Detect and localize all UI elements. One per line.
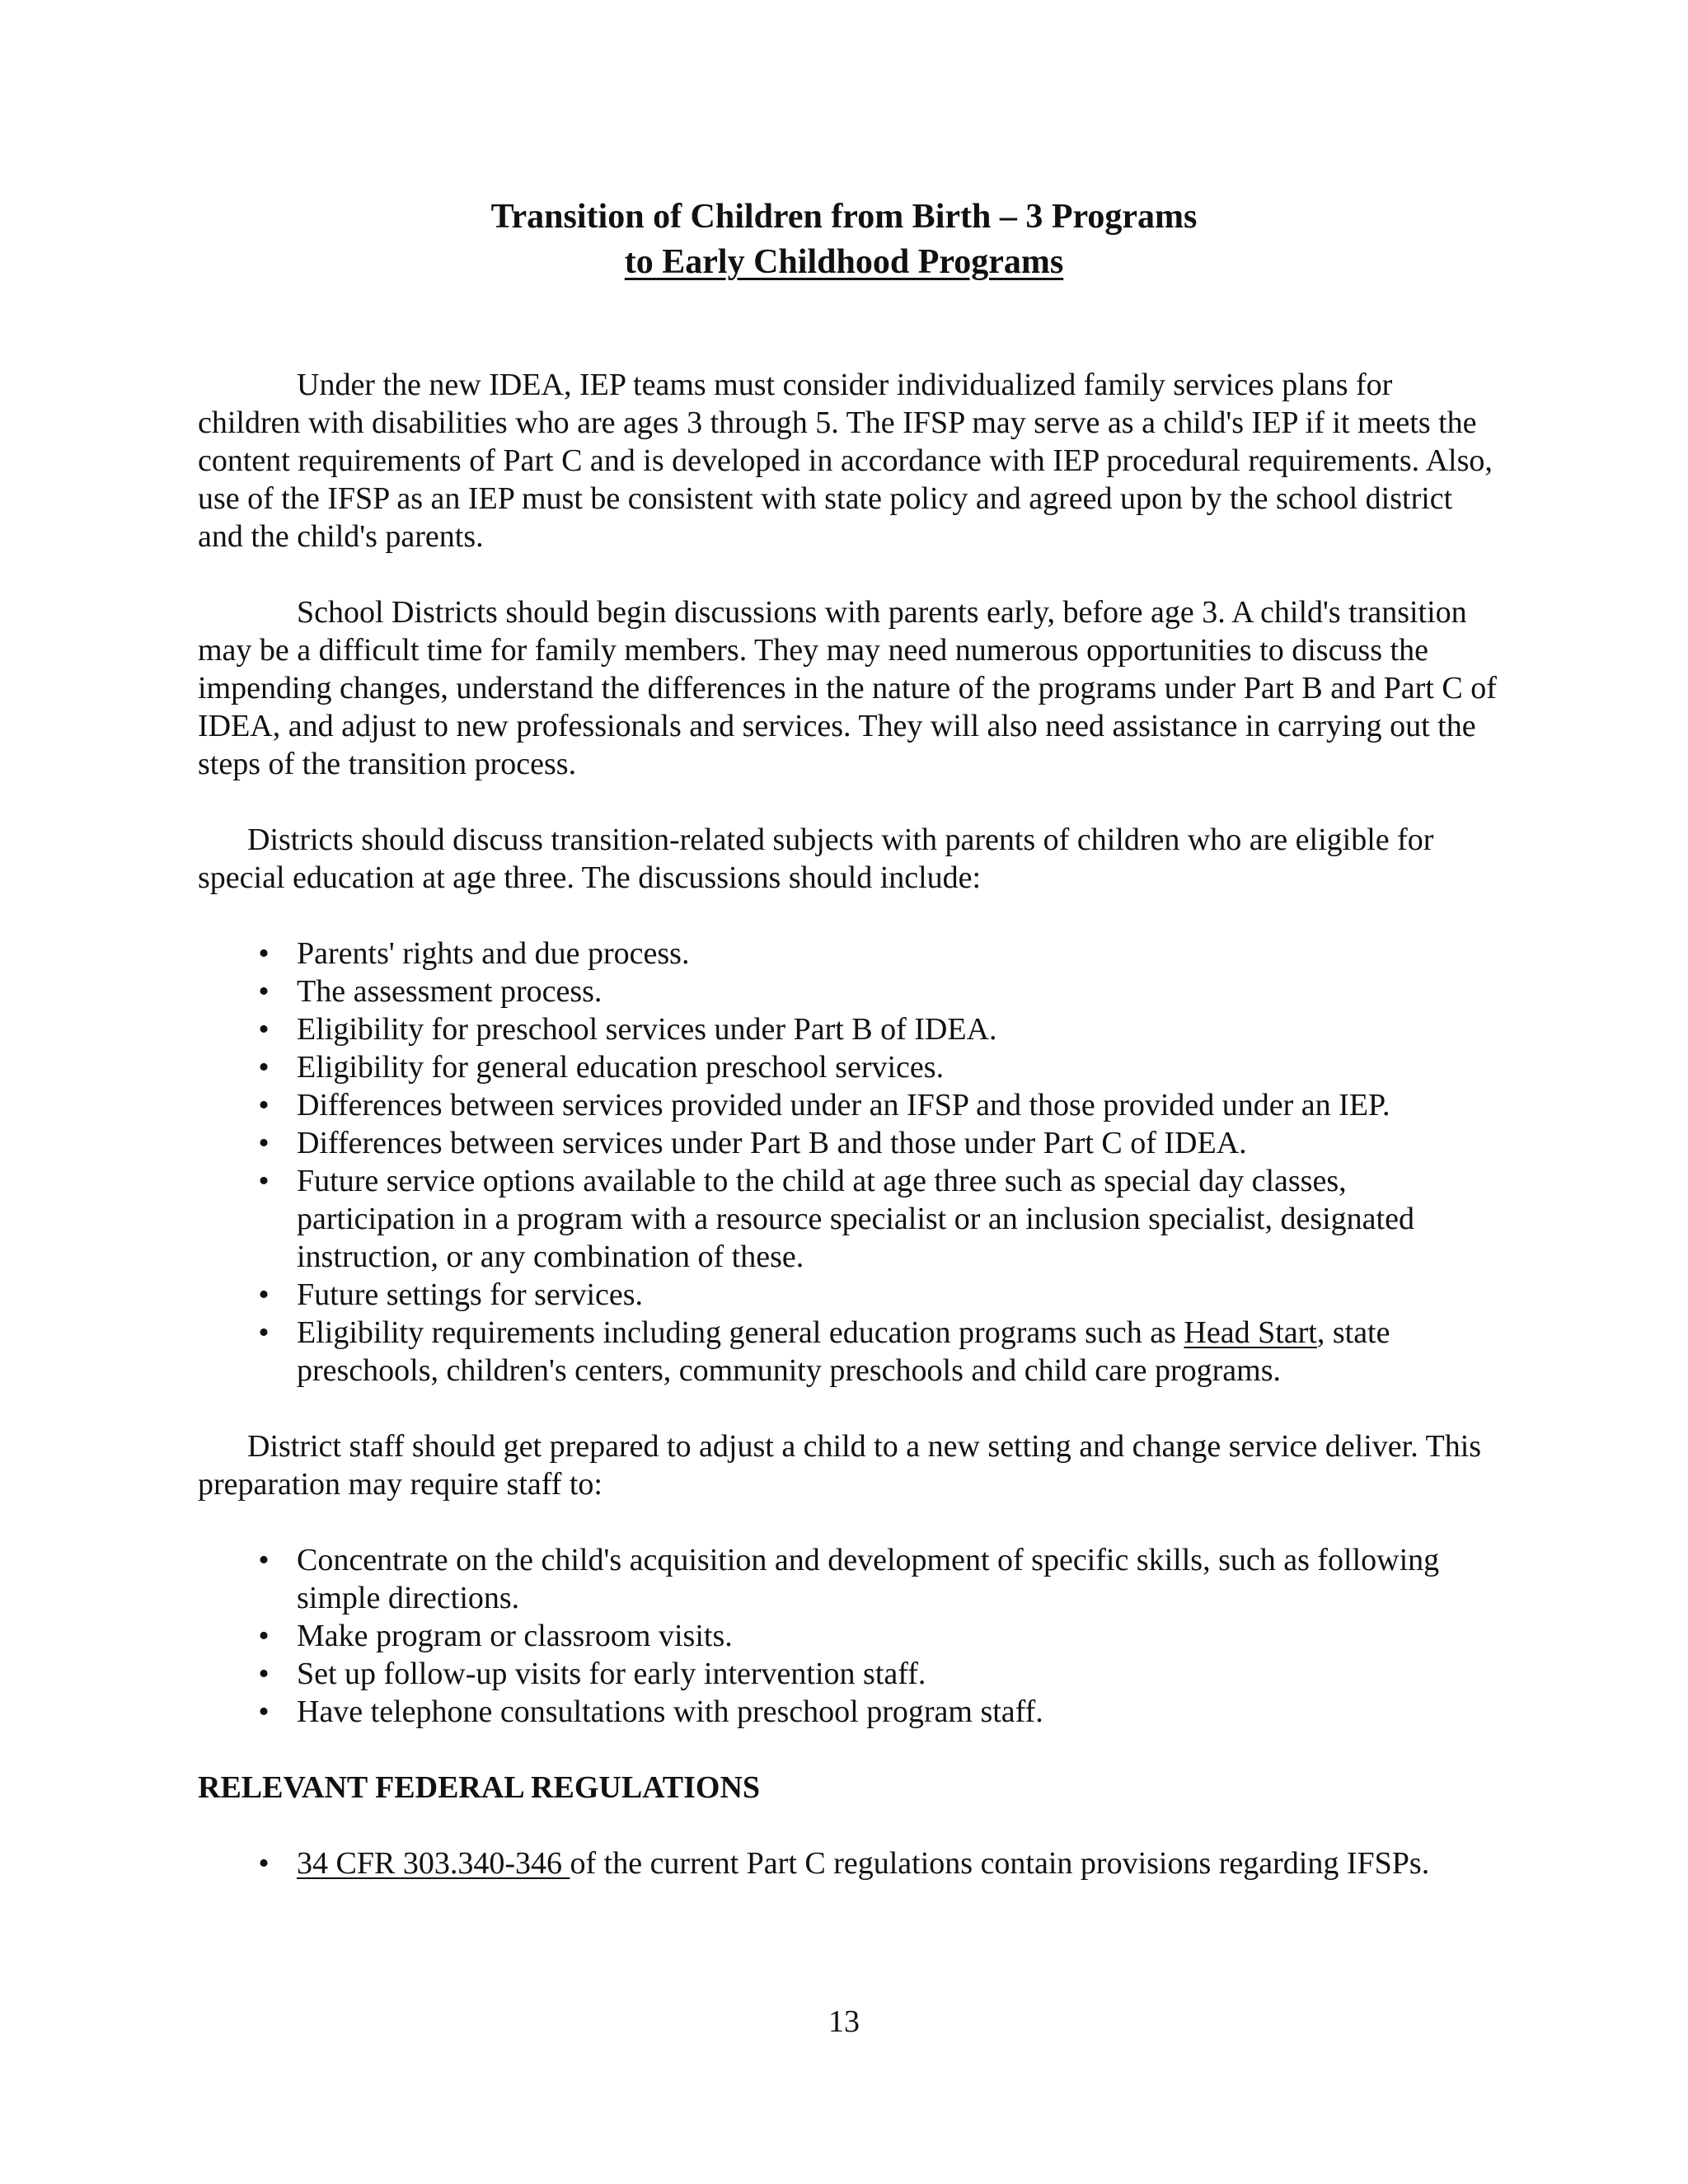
- bullet-icon: •: [258, 1050, 270, 1085]
- list-item: • Eligibility for general education preschool services.: [198, 1048, 1500, 1086]
- page-title: [0, 194, 1688, 285]
- regulations-list-block: [198, 1844, 1500, 1882]
- bullet-icon: •: [258, 1694, 270, 1729]
- body-text-2: [198, 593, 1500, 783]
- paragraph-idea-ifsp: Under the new IDEA, IEP teams must consider individualized family services plans for children with disabilities who are ages 3 through 5. The IFSP may serve as a child's IEP if it meets the content requirements of Part C and is developed in accordance with IEP procedural requirements. Also, use of the IFSP as an IEP must be consistent with state policy and agreed upon by the school district and the child's parents.: [198, 368, 1493, 554]
- list-item: • Have telephone consultations with preschool program staff.: [198, 1693, 1500, 1731]
- list-item: • Concentrate on the child's acquisition and development of specific skills, such as following simple directions.: [198, 1541, 1500, 1617]
- bullet-icon: •: [258, 1164, 270, 1198]
- title-line-1: Transition of Children from Birth – 3 Programs: [490, 198, 1198, 236]
- bullet-icon: •: [258, 1657, 270, 1691]
- bullet-icon: •: [258, 1088, 270, 1122]
- cfr-link[interactable]: 34 CFR 303.340-346: [297, 1846, 570, 1881]
- bullet-icon: •: [258, 974, 270, 1009]
- paragraph-transition-subjects: Districts should discuss transition-related subjects with parents of children who are eligible for special education at age three. The discussions should include:: [198, 823, 1434, 895]
- list-item: • Differences between services under Part B and those under Part C of IDEA.: [198, 1124, 1500, 1162]
- bullet-icon: •: [258, 1126, 270, 1160]
- list-item-regulation: • 34 CFR 303.340-346 of the current Part C regulations contain provisions regarding IFSPs.: [198, 1844, 1500, 1882]
- title-line-2: to Early Childhood Programs: [624, 243, 1064, 281]
- list-item: • Eligibility for preschool services under Part B of IDEA.: [198, 1010, 1500, 1048]
- list-item: • Make program or classroom visits.: [198, 1617, 1500, 1655]
- discussion-list-block: [198, 935, 1500, 1390]
- list-item: • Differences between services provided under an IFSP and those provided under an IEP.: [198, 1086, 1500, 1124]
- list-item: • Set up follow-up visits for early intervention staff.: [198, 1655, 1500, 1693]
- bullet-icon: •: [258, 1012, 270, 1047]
- bullet-icon: •: [258, 1543, 270, 1577]
- list-item: • Parents' rights and due process.: [198, 935, 1500, 972]
- body-text: [198, 366, 1500, 555]
- bullet-icon: •: [258, 1846, 270, 1881]
- staff-list-block: [198, 1541, 1500, 1731]
- regulations-list: [198, 1844, 1500, 1882]
- bullet-icon: •: [258, 1315, 270, 1350]
- staff-list: [198, 1541, 1500, 1731]
- list-item: • The assessment process.: [198, 972, 1500, 1010]
- body-text-3: [198, 821, 1500, 897]
- bullet-icon: •: [258, 936, 270, 971]
- discussion-list: [198, 935, 1500, 1390]
- section-heading: RELEVANT FEDERAL REGULATIONS: [198, 1770, 761, 1805]
- page-number: 13: [828, 2004, 860, 2039]
- body-text-4: [198, 1427, 1500, 1503]
- bullet-icon: •: [258, 1277, 270, 1312]
- list-item-eligibility: • Eligibility requirements including general education programs such as Head Start, state preschools, children's centers, community preschools and child care programs.: [198, 1314, 1500, 1390]
- paragraph-discussions: School Districts should begin discussions with parents early, before age 3. A child's transition may be a difficult time for family members. They may need numerous opportunities to discuss the impending changes, understand the differences in the nature of the programs under Part B and Part C of IDEA, and adjust to new professionals and services. They will also need assistance in carrying out the steps of the transition process.: [198, 595, 1497, 781]
- head-start-link[interactable]: Head Start: [1184, 1315, 1317, 1350]
- list-item: • Future settings for services.: [198, 1276, 1500, 1314]
- regulations-heading-block: [198, 1769, 1500, 1807]
- list-item: • Future service options available to the child at age three such as special day classes, participation in a program with a resource specialist or an inclusion specialist, designated instruction, or any combination of these.: [198, 1162, 1500, 1276]
- bullet-icon: •: [258, 1619, 270, 1653]
- paragraph-staff-preparation: District staff should get prepared to adjust a child to a new setting and change service deliver. This preparation may require staff to:: [198, 1429, 1482, 1502]
